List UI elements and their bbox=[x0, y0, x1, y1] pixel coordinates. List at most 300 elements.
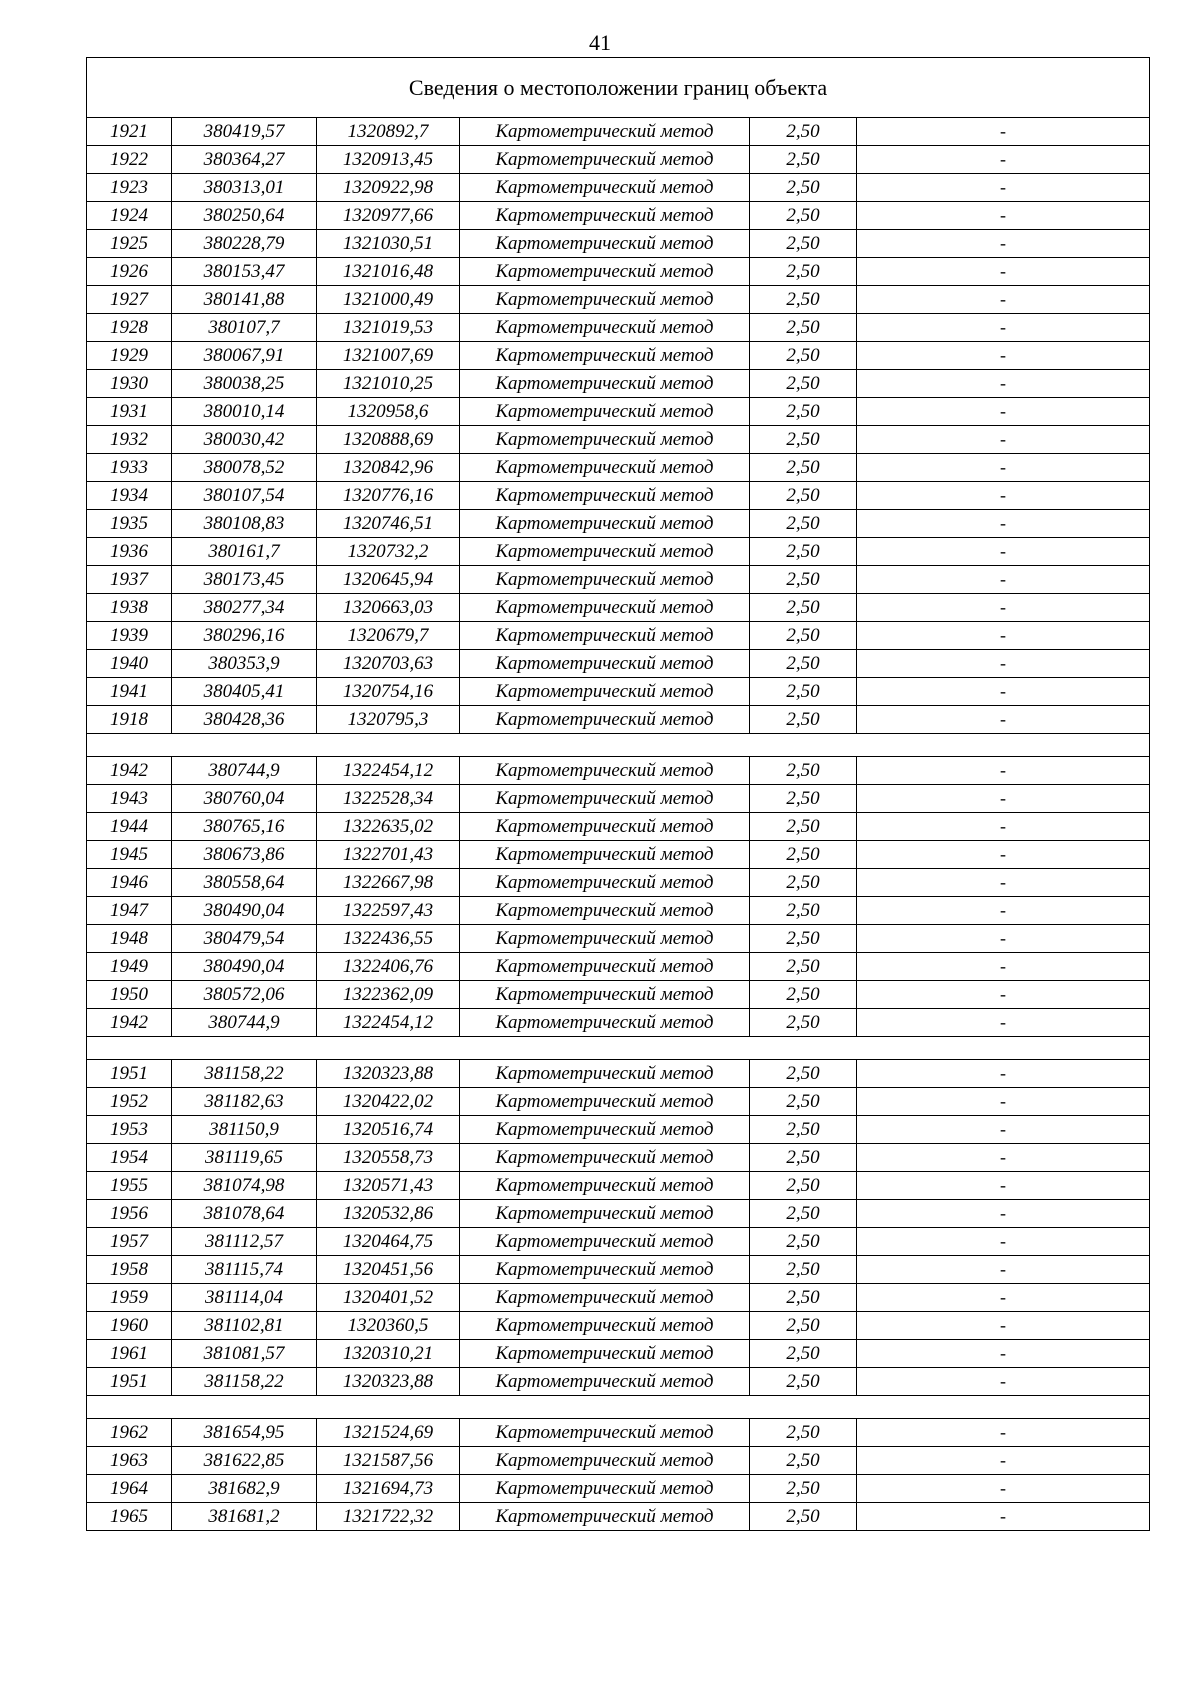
method-cell: Картометрический метод bbox=[460, 118, 750, 146]
method-cell: Картометрический метод bbox=[460, 1144, 750, 1172]
y-coordinate-cell: 1322635,02 bbox=[317, 813, 460, 841]
boundary-coordinates-table bbox=[86, 57, 1150, 1531]
y-coordinate-cell: 1321694,73 bbox=[317, 1475, 460, 1503]
table-row bbox=[87, 1340, 1150, 1368]
description-cell: - bbox=[857, 813, 1150, 841]
y-coordinate-cell: 1320795,3 bbox=[317, 706, 460, 734]
description-cell: - bbox=[857, 566, 1150, 594]
point-number-cell: 1934 bbox=[87, 482, 172, 510]
point-number-cell: 1965 bbox=[87, 1503, 172, 1531]
y-coordinate-cell: 1320422,02 bbox=[317, 1088, 460, 1116]
y-coordinate-cell: 1321016,48 bbox=[317, 258, 460, 286]
method-cell: Картометрический метод bbox=[460, 1340, 750, 1368]
y-coordinate-cell: 1320645,94 bbox=[317, 566, 460, 594]
description-cell: - bbox=[857, 1503, 1150, 1531]
accuracy-cell: 2,50 bbox=[750, 1200, 857, 1228]
x-coordinate-cell: 380078,52 bbox=[172, 454, 317, 482]
method-cell: Картометрический метод bbox=[460, 1228, 750, 1256]
x-coordinate-cell: 380572,06 bbox=[172, 981, 317, 1009]
method-cell: Картометрический метод bbox=[460, 230, 750, 258]
description-cell: - bbox=[857, 482, 1150, 510]
x-coordinate-cell: 380353,9 bbox=[172, 650, 317, 678]
x-coordinate-cell: 380107,54 bbox=[172, 482, 317, 510]
table-row bbox=[87, 1228, 1150, 1256]
accuracy-cell: 2,50 bbox=[750, 454, 857, 482]
description-cell: - bbox=[857, 118, 1150, 146]
method-cell: Картометрический метод bbox=[460, 1088, 750, 1116]
method-cell: Картометрический метод bbox=[460, 1368, 750, 1396]
method-cell: Картометрический метод bbox=[460, 622, 750, 650]
accuracy-cell: 2,50 bbox=[750, 538, 857, 566]
point-number-cell: 1950 bbox=[87, 981, 172, 1009]
table-row bbox=[87, 869, 1150, 897]
table-row bbox=[87, 538, 1150, 566]
description-cell: - bbox=[857, 1116, 1150, 1144]
accuracy-cell: 2,50 bbox=[750, 841, 857, 869]
point-number-cell: 1941 bbox=[87, 678, 172, 706]
description-cell: - bbox=[857, 314, 1150, 342]
accuracy-cell: 2,50 bbox=[750, 258, 857, 286]
table-row bbox=[87, 678, 1150, 706]
table-row bbox=[87, 118, 1150, 146]
table-row bbox=[87, 1368, 1150, 1396]
accuracy-cell: 2,50 bbox=[750, 1060, 857, 1088]
table-row bbox=[87, 650, 1150, 678]
method-cell: Картометрический метод bbox=[460, 1312, 750, 1340]
point-number-cell: 1955 bbox=[87, 1172, 172, 1200]
method-cell: Картометрический метод bbox=[460, 146, 750, 174]
y-coordinate-cell: 1320892,7 bbox=[317, 118, 460, 146]
description-cell: - bbox=[857, 454, 1150, 482]
point-number-cell: 1954 bbox=[87, 1144, 172, 1172]
description-cell: - bbox=[857, 1447, 1150, 1475]
description-cell: - bbox=[857, 1284, 1150, 1312]
description-cell: - bbox=[857, 398, 1150, 426]
description-cell: - bbox=[857, 426, 1150, 454]
table-row bbox=[87, 202, 1150, 230]
page-number: 41 bbox=[589, 30, 611, 55]
method-cell: Картометрический метод bbox=[460, 398, 750, 426]
accuracy-cell: 2,50 bbox=[750, 482, 857, 510]
method-cell: Картометрический метод bbox=[460, 650, 750, 678]
y-coordinate-cell: 1320558,73 bbox=[317, 1144, 460, 1172]
point-number-cell: 1940 bbox=[87, 650, 172, 678]
x-coordinate-cell: 381112,57 bbox=[172, 1228, 317, 1256]
accuracy-cell: 2,50 bbox=[750, 174, 857, 202]
method-cell: Картометрический метод bbox=[460, 174, 750, 202]
table-row bbox=[87, 230, 1150, 258]
method-cell: Картометрический метод bbox=[460, 841, 750, 869]
accuracy-cell: 2,50 bbox=[750, 1447, 857, 1475]
y-coordinate-cell: 1320464,75 bbox=[317, 1228, 460, 1256]
x-coordinate-cell: 380107,7 bbox=[172, 314, 317, 342]
table-row bbox=[87, 286, 1150, 314]
y-coordinate-cell: 1320663,03 bbox=[317, 594, 460, 622]
y-coordinate-cell: 1322406,76 bbox=[317, 953, 460, 981]
accuracy-cell: 2,50 bbox=[750, 925, 857, 953]
description-cell: - bbox=[857, 370, 1150, 398]
accuracy-cell: 2,50 bbox=[750, 1368, 857, 1396]
method-cell: Картометрический метод bbox=[460, 678, 750, 706]
table-row bbox=[87, 146, 1150, 174]
method-cell: Картометрический метод bbox=[460, 314, 750, 342]
point-number-cell: 1937 bbox=[87, 566, 172, 594]
accuracy-cell: 2,50 bbox=[750, 1284, 857, 1312]
point-number-cell: 1964 bbox=[87, 1475, 172, 1503]
y-coordinate-cell: 1322362,09 bbox=[317, 981, 460, 1009]
table-row bbox=[87, 841, 1150, 869]
accuracy-cell: 2,50 bbox=[750, 314, 857, 342]
point-number-cell: 1931 bbox=[87, 398, 172, 426]
y-coordinate-cell: 1322454,12 bbox=[317, 1009, 460, 1037]
description-cell: - bbox=[857, 146, 1150, 174]
accuracy-cell: 2,50 bbox=[750, 869, 857, 897]
accuracy-cell: 2,50 bbox=[750, 1009, 857, 1037]
table-row bbox=[87, 594, 1150, 622]
x-coordinate-cell: 381682,9 bbox=[172, 1475, 317, 1503]
table-row bbox=[87, 370, 1150, 398]
method-cell: Картометрический метод bbox=[460, 1200, 750, 1228]
point-number-cell: 1947 bbox=[87, 897, 172, 925]
x-coordinate-cell: 381074,98 bbox=[172, 1172, 317, 1200]
accuracy-cell: 2,50 bbox=[750, 1475, 857, 1503]
point-number-cell: 1938 bbox=[87, 594, 172, 622]
table-row bbox=[87, 1312, 1150, 1340]
y-coordinate-cell: 1322436,55 bbox=[317, 925, 460, 953]
x-coordinate-cell: 380153,47 bbox=[172, 258, 317, 286]
x-coordinate-cell: 380428,36 bbox=[172, 706, 317, 734]
y-coordinate-cell: 1320360,5 bbox=[317, 1312, 460, 1340]
y-coordinate-cell: 1321524,69 bbox=[317, 1419, 460, 1447]
description-cell: - bbox=[857, 1009, 1150, 1037]
method-cell: Картометрический метод bbox=[460, 1284, 750, 1312]
accuracy-cell: 2,50 bbox=[750, 370, 857, 398]
method-cell: Картометрический метод bbox=[460, 258, 750, 286]
y-coordinate-cell: 1322597,43 bbox=[317, 897, 460, 925]
point-number-cell: 1918 bbox=[87, 706, 172, 734]
y-coordinate-cell: 1321007,69 bbox=[317, 342, 460, 370]
accuracy-cell: 2,50 bbox=[750, 650, 857, 678]
x-coordinate-cell: 380010,14 bbox=[172, 398, 317, 426]
accuracy-cell: 2,50 bbox=[750, 678, 857, 706]
y-coordinate-cell: 1320703,63 bbox=[317, 650, 460, 678]
x-coordinate-cell: 381158,22 bbox=[172, 1060, 317, 1088]
accuracy-cell: 2,50 bbox=[750, 813, 857, 841]
x-coordinate-cell: 380030,42 bbox=[172, 426, 317, 454]
point-number-cell: 1957 bbox=[87, 1228, 172, 1256]
method-cell: Картометрический метод bbox=[460, 202, 750, 230]
point-number-cell: 1956 bbox=[87, 1200, 172, 1228]
table-row bbox=[87, 813, 1150, 841]
description-cell: - bbox=[857, 1368, 1150, 1396]
description-cell: - bbox=[857, 510, 1150, 538]
point-number-cell: 1953 bbox=[87, 1116, 172, 1144]
table-row bbox=[87, 1419, 1150, 1447]
x-coordinate-cell: 380744,9 bbox=[172, 1009, 317, 1037]
accuracy-cell: 2,50 bbox=[750, 897, 857, 925]
description-cell: - bbox=[857, 1256, 1150, 1284]
method-cell: Картометрический метод bbox=[460, 454, 750, 482]
point-number-cell: 1942 bbox=[87, 1009, 172, 1037]
x-coordinate-cell: 380250,64 bbox=[172, 202, 317, 230]
y-coordinate-cell: 1320746,51 bbox=[317, 510, 460, 538]
method-cell: Картометрический метод bbox=[460, 1009, 750, 1037]
table-row bbox=[87, 426, 1150, 454]
x-coordinate-cell: 381114,04 bbox=[172, 1284, 317, 1312]
x-coordinate-cell: 380744,9 bbox=[172, 757, 317, 785]
description-cell: - bbox=[857, 1088, 1150, 1116]
accuracy-cell: 2,50 bbox=[750, 118, 857, 146]
point-number-cell: 1936 bbox=[87, 538, 172, 566]
description-cell: - bbox=[857, 1419, 1150, 1447]
description-cell: - bbox=[857, 757, 1150, 785]
point-number-cell: 1925 bbox=[87, 230, 172, 258]
y-coordinate-cell: 1320754,16 bbox=[317, 678, 460, 706]
y-coordinate-cell: 1320451,56 bbox=[317, 1256, 460, 1284]
method-cell: Картометрический метод bbox=[460, 757, 750, 785]
y-coordinate-cell: 1320532,86 bbox=[317, 1200, 460, 1228]
y-coordinate-cell: 1320571,43 bbox=[317, 1172, 460, 1200]
x-coordinate-cell: 381078,64 bbox=[172, 1200, 317, 1228]
table-row bbox=[87, 1088, 1150, 1116]
y-coordinate-cell: 1320776,16 bbox=[317, 482, 460, 510]
table-row bbox=[87, 1503, 1150, 1531]
description-cell: - bbox=[857, 258, 1150, 286]
table-row bbox=[87, 1475, 1150, 1503]
table-row bbox=[87, 897, 1150, 925]
y-coordinate-cell: 1321587,56 bbox=[317, 1447, 460, 1475]
table-row bbox=[87, 1009, 1150, 1037]
x-coordinate-cell: 380277,34 bbox=[172, 594, 317, 622]
x-coordinate-cell: 381115,74 bbox=[172, 1256, 317, 1284]
point-number-cell: 1935 bbox=[87, 510, 172, 538]
accuracy-cell: 2,50 bbox=[750, 566, 857, 594]
accuracy-cell: 2,50 bbox=[750, 202, 857, 230]
accuracy-cell: 2,50 bbox=[750, 1088, 857, 1116]
x-coordinate-cell: 380067,91 bbox=[172, 342, 317, 370]
accuracy-cell: 2,50 bbox=[750, 1116, 857, 1144]
description-cell: - bbox=[857, 650, 1150, 678]
accuracy-cell: 2,50 bbox=[750, 1340, 857, 1368]
y-coordinate-cell: 1320679,7 bbox=[317, 622, 460, 650]
accuracy-cell: 2,50 bbox=[750, 953, 857, 981]
description-cell: - bbox=[857, 1172, 1150, 1200]
y-coordinate-cell: 1320516,74 bbox=[317, 1116, 460, 1144]
y-coordinate-cell: 1320401,52 bbox=[317, 1284, 460, 1312]
x-coordinate-cell: 381081,57 bbox=[172, 1340, 317, 1368]
description-cell: - bbox=[857, 1060, 1150, 1088]
point-number-cell: 1923 bbox=[87, 174, 172, 202]
y-coordinate-cell: 1321722,32 bbox=[317, 1503, 460, 1531]
method-cell: Картометрический метод bbox=[460, 538, 750, 566]
point-number-cell: 1929 bbox=[87, 342, 172, 370]
x-coordinate-cell: 380364,27 bbox=[172, 146, 317, 174]
contour-separator-cell bbox=[87, 734, 1150, 757]
table-row bbox=[87, 622, 1150, 650]
table-row bbox=[87, 981, 1150, 1009]
accuracy-cell: 2,50 bbox=[750, 510, 857, 538]
point-number-cell: 1922 bbox=[87, 146, 172, 174]
accuracy-cell: 2,50 bbox=[750, 398, 857, 426]
x-coordinate-cell: 380173,45 bbox=[172, 566, 317, 594]
table-row bbox=[87, 342, 1150, 370]
y-coordinate-cell: 1322528,34 bbox=[317, 785, 460, 813]
description-cell: - bbox=[857, 342, 1150, 370]
x-coordinate-cell: 381622,85 bbox=[172, 1447, 317, 1475]
point-number-cell: 1959 bbox=[87, 1284, 172, 1312]
x-coordinate-cell: 380490,04 bbox=[172, 953, 317, 981]
method-cell: Картометрический метод bbox=[460, 1116, 750, 1144]
contour-separator-row bbox=[87, 734, 1150, 757]
y-coordinate-cell: 1320323,88 bbox=[317, 1060, 460, 1088]
y-coordinate-cell: 1322454,12 bbox=[317, 757, 460, 785]
x-coordinate-cell: 380296,16 bbox=[172, 622, 317, 650]
description-cell: - bbox=[857, 622, 1150, 650]
y-coordinate-cell: 1320842,96 bbox=[317, 454, 460, 482]
point-number-cell: 1928 bbox=[87, 314, 172, 342]
method-cell: Картометрический метод bbox=[460, 1503, 750, 1531]
table-row bbox=[87, 1284, 1150, 1312]
method-cell: Картометрический метод bbox=[460, 482, 750, 510]
x-coordinate-cell: 380228,79 bbox=[172, 230, 317, 258]
description-cell: - bbox=[857, 869, 1150, 897]
y-coordinate-cell: 1321000,49 bbox=[317, 286, 460, 314]
method-cell: Картометрический метод bbox=[460, 925, 750, 953]
method-cell: Картометрический метод bbox=[460, 286, 750, 314]
method-cell: Картометрический метод bbox=[460, 1475, 750, 1503]
table-row bbox=[87, 757, 1150, 785]
point-number-cell: 1962 bbox=[87, 1419, 172, 1447]
method-cell: Картометрический метод bbox=[460, 981, 750, 1009]
point-number-cell: 1948 bbox=[87, 925, 172, 953]
x-coordinate-cell: 380558,64 bbox=[172, 869, 317, 897]
method-cell: Картометрический метод bbox=[460, 1172, 750, 1200]
table-row bbox=[87, 1200, 1150, 1228]
x-coordinate-cell: 380765,16 bbox=[172, 813, 317, 841]
description-cell: - bbox=[857, 538, 1150, 566]
method-cell: Картометрический метод bbox=[460, 566, 750, 594]
table-row bbox=[87, 785, 1150, 813]
accuracy-cell: 2,50 bbox=[750, 1228, 857, 1256]
point-number-cell: 1949 bbox=[87, 953, 172, 981]
accuracy-cell: 2,50 bbox=[750, 1503, 857, 1531]
point-number-cell: 1926 bbox=[87, 258, 172, 286]
point-number-cell: 1946 bbox=[87, 869, 172, 897]
point-number-cell: 1930 bbox=[87, 370, 172, 398]
contour-separator-row bbox=[87, 1396, 1150, 1419]
y-coordinate-cell: 1321010,25 bbox=[317, 370, 460, 398]
method-cell: Картометрический метод bbox=[460, 785, 750, 813]
accuracy-cell: 2,50 bbox=[750, 981, 857, 1009]
x-coordinate-cell: 380479,54 bbox=[172, 925, 317, 953]
x-coordinate-cell: 380419,57 bbox=[172, 118, 317, 146]
method-cell: Картометрический метод bbox=[460, 342, 750, 370]
table-row bbox=[87, 566, 1150, 594]
point-number-cell: 1945 bbox=[87, 841, 172, 869]
method-cell: Картометрический метод bbox=[460, 706, 750, 734]
description-cell: - bbox=[857, 1475, 1150, 1503]
table-title: Сведения о местоположении границ объекта bbox=[87, 58, 1150, 118]
y-coordinate-cell: 1320732,2 bbox=[317, 538, 460, 566]
table-row bbox=[87, 482, 1150, 510]
table-row bbox=[87, 454, 1150, 482]
point-number-cell: 1943 bbox=[87, 785, 172, 813]
description-cell: - bbox=[857, 925, 1150, 953]
method-cell: Картометрический метод bbox=[460, 869, 750, 897]
x-coordinate-cell: 380108,83 bbox=[172, 510, 317, 538]
description-cell: - bbox=[857, 230, 1150, 258]
description-cell: - bbox=[857, 1340, 1150, 1368]
accuracy-cell: 2,50 bbox=[750, 594, 857, 622]
method-cell: Картометрический метод bbox=[460, 953, 750, 981]
y-coordinate-cell: 1320958,6 bbox=[317, 398, 460, 426]
point-number-cell: 1958 bbox=[87, 1256, 172, 1284]
accuracy-cell: 2,50 bbox=[750, 785, 857, 813]
method-cell: Картометрический метод bbox=[460, 813, 750, 841]
y-coordinate-cell: 1320888,69 bbox=[317, 426, 460, 454]
description-cell: - bbox=[857, 174, 1150, 202]
table-row bbox=[87, 314, 1150, 342]
accuracy-cell: 2,50 bbox=[750, 146, 857, 174]
y-coordinate-cell: 1322667,98 bbox=[317, 869, 460, 897]
accuracy-cell: 2,50 bbox=[750, 757, 857, 785]
description-cell: - bbox=[857, 981, 1150, 1009]
description-cell: - bbox=[857, 841, 1150, 869]
point-number-cell: 1924 bbox=[87, 202, 172, 230]
y-coordinate-cell: 1320913,45 bbox=[317, 146, 460, 174]
x-coordinate-cell: 380313,01 bbox=[172, 174, 317, 202]
x-coordinate-cell: 380673,86 bbox=[172, 841, 317, 869]
x-coordinate-cell: 381158,22 bbox=[172, 1368, 317, 1396]
description-cell: - bbox=[857, 594, 1150, 622]
table-row bbox=[87, 1172, 1150, 1200]
accuracy-cell: 2,50 bbox=[750, 1312, 857, 1340]
point-number-cell: 1939 bbox=[87, 622, 172, 650]
contour-separator-cell bbox=[87, 1037, 1150, 1060]
point-number-cell: 1960 bbox=[87, 1312, 172, 1340]
description-cell: - bbox=[857, 1144, 1150, 1172]
point-number-cell: 1933 bbox=[87, 454, 172, 482]
accuracy-cell: 2,50 bbox=[750, 1256, 857, 1284]
x-coordinate-cell: 381182,63 bbox=[172, 1088, 317, 1116]
method-cell: Картометрический метод bbox=[460, 510, 750, 538]
table-row bbox=[87, 925, 1150, 953]
x-coordinate-cell: 380141,88 bbox=[172, 286, 317, 314]
accuracy-cell: 2,50 bbox=[750, 286, 857, 314]
point-number-cell: 1942 bbox=[87, 757, 172, 785]
table-row bbox=[87, 174, 1150, 202]
accuracy-cell: 2,50 bbox=[750, 1144, 857, 1172]
x-coordinate-cell: 380405,41 bbox=[172, 678, 317, 706]
table-row bbox=[87, 1060, 1150, 1088]
accuracy-cell: 2,50 bbox=[750, 342, 857, 370]
method-cell: Картометрический метод bbox=[460, 1060, 750, 1088]
x-coordinate-cell: 381681,2 bbox=[172, 1503, 317, 1531]
table-row bbox=[87, 953, 1150, 981]
method-cell: Картометрический метод bbox=[460, 1256, 750, 1284]
contour-separator-row bbox=[87, 1037, 1150, 1060]
description-cell: - bbox=[857, 706, 1150, 734]
method-cell: Картометрический метод bbox=[460, 594, 750, 622]
table-row bbox=[87, 1447, 1150, 1475]
x-coordinate-cell: 381119,65 bbox=[172, 1144, 317, 1172]
description-cell: - bbox=[857, 1228, 1150, 1256]
table-row bbox=[87, 1256, 1150, 1284]
x-coordinate-cell: 380038,25 bbox=[172, 370, 317, 398]
description-cell: - bbox=[857, 678, 1150, 706]
description-cell: - bbox=[857, 785, 1150, 813]
table-row bbox=[87, 706, 1150, 734]
